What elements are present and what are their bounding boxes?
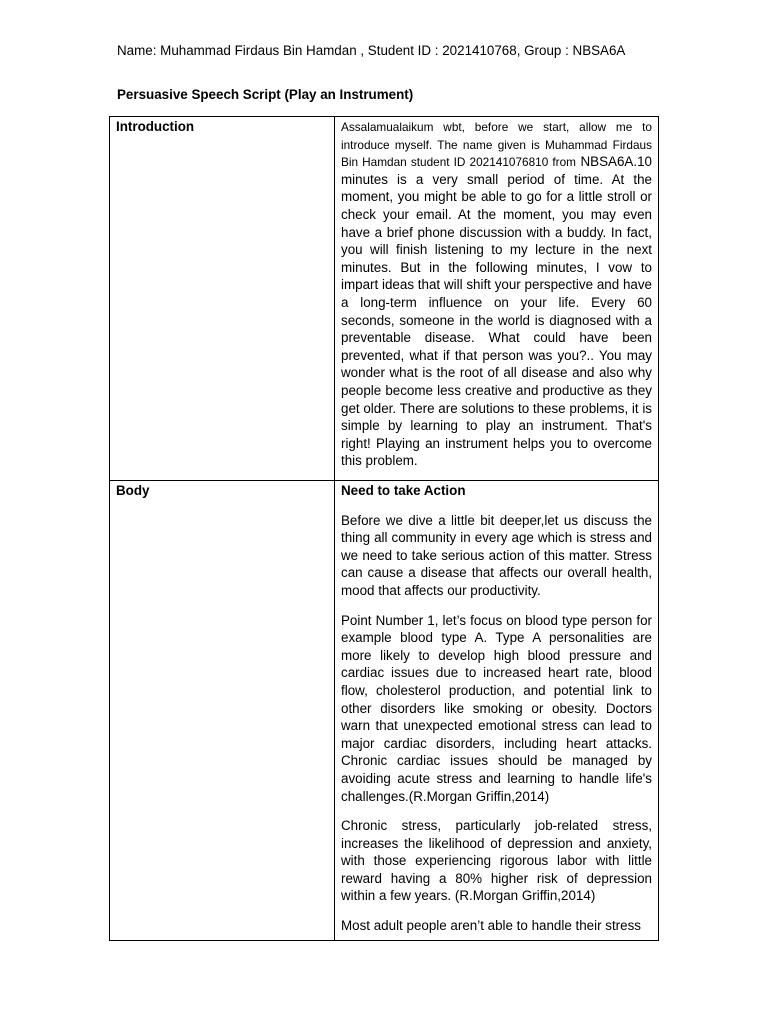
- body-heading: Need to take Action: [341, 483, 466, 498]
- student-info-line: Name: Muhammad Firdaus Bin Hamdan , Student ID : 2021410768, Group : NBSA6A: [117, 43, 626, 58]
- body-content: [335, 481, 659, 941]
- introduction-text: NBSA6A.10 minutes is a very small period of time. At the moment, you might be able to go for a little stroll or check your email. At the moment, you may even have a brief phone discussion with a buddy. In fact, you will finish listening to my lecture in the next minutes. But in the following minutes, I vow to impart ideas that will shift your perspective and have a long-term influence on your life. Every 60 seconds, someone in the world is diagnosed with a preventable disease. What could have been prevented, what if that person was you?.. You may wonder what is the root of all disease and also why people become less creative and productive as they get older. There are solutions to these problems, it is simple by learning to play an instrument. That's right! Playing an instrument helps you to overcome this problem.: [341, 154, 652, 469]
- body-label: Body: [110, 481, 335, 941]
- document-title: Persuasive Speech Script (Play an Instrument): [117, 87, 414, 102]
- body-row: [110, 481, 659, 941]
- body-paragraph: Before we dive a little bit deeper,let us discuss the thing all community in every age which is stress and we need to take serious action of this matter. Stress can cause a disease that affects our overall health, mood that affects our productivity.: [341, 512, 652, 598]
- body-paragraph: Point Number 1, let’s focus on blood type person for example blood type A. Type A personalities are more likely to develop high blood pressure and cardiac issues due to increased heart rate, blood flow, cholesterol production, and potential link to other disorders like smoking or obesity. Doctors warn that unexpected emotional stress can lead to major cardiac disorders, including heart attacks. Chronic cardiac issues should be managed by avoiding acute stress and learning to handle life's challenges.(R.Morgan Griffin,2014): [341, 612, 652, 804]
- introduction-row: [110, 117, 659, 481]
- introduction-text-small: Assalamualaikum wbt, before we start, allow me to introduce myself. The name given is Muhammad Firdaus Bin Hamdan student ID 202141076810 from: [341, 120, 652, 170]
- speech-script-table: [109, 116, 659, 941]
- body-paragraph: Most adult people aren’t able to handle their stress: [341, 918, 641, 934]
- body-paragraph: Chronic stress, particularly job-related stress, increases the likelihood of depression and anxiety, with those experiencing rigorous labor with little reward having a 80% higher risk of depression within a few years. (R.Morgan Griffin,2014): [341, 818, 652, 904]
- introduction-content: [335, 117, 659, 481]
- introduction-label: Introduction: [110, 117, 335, 481]
